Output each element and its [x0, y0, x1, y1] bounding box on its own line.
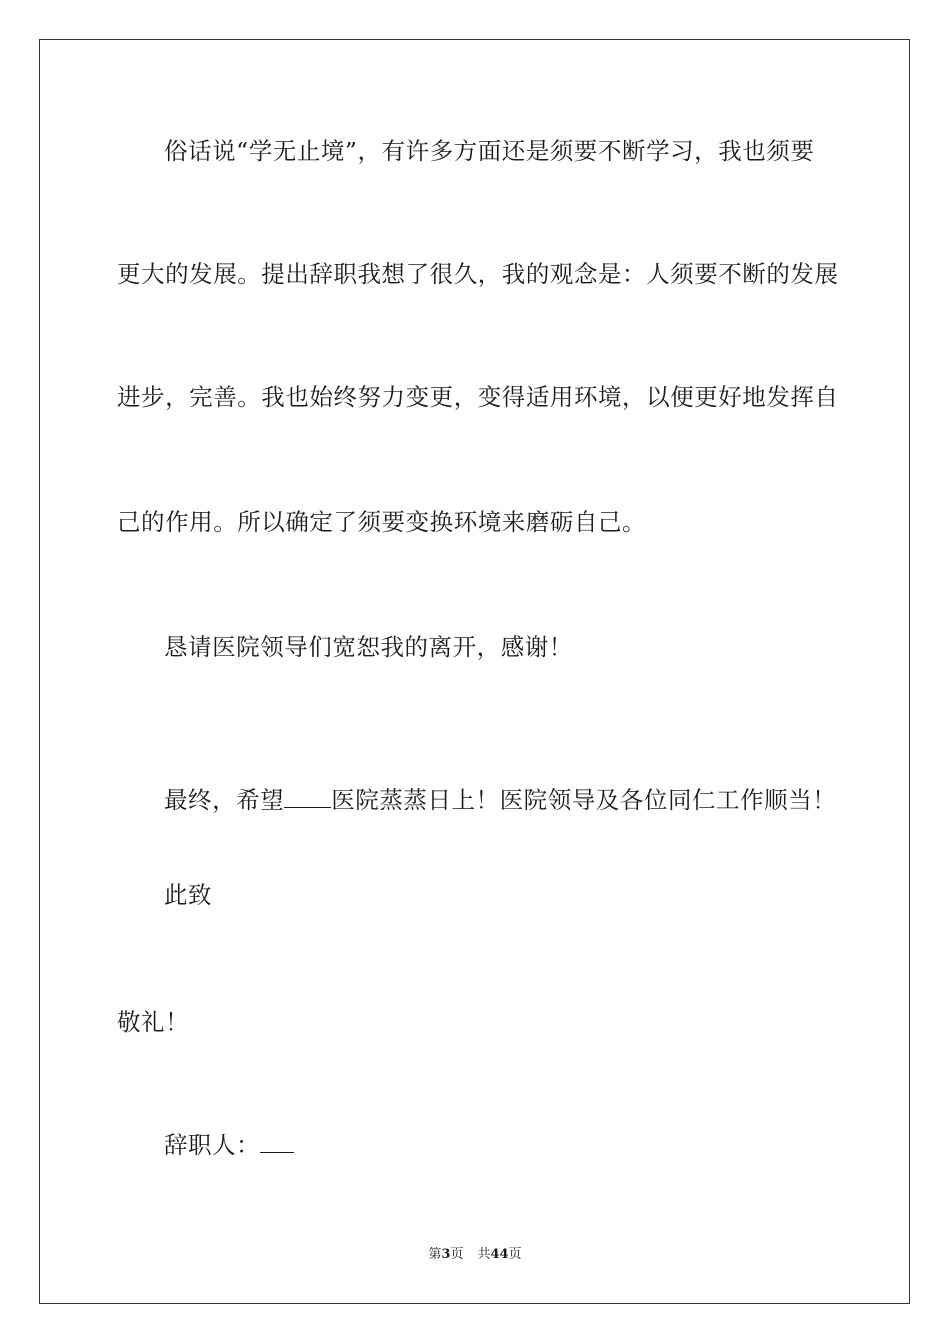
wish-text-after: 医院蒸蒸日上！医院领导及各位同仁工作顺当！ [331, 786, 837, 814]
paragraph-line-2: 更大的发展。提出辞职我想了很久，我的观念是：人须要不断的发展 [117, 260, 839, 288]
apology-paragraph: 恳请医院领导们宽恕我的离开，感谢！ [164, 633, 573, 661]
paragraph-line-3: 进步，完善。我也始终努力变更，变得适用环境，以便更好地发挥自 [117, 383, 839, 411]
total-prefix: 共 [477, 1247, 491, 1262]
page-suffix: 页 [450, 1247, 464, 1262]
wish-text-before: 最终，希望 [164, 786, 285, 814]
total-suffix: 页 [508, 1247, 522, 1262]
closing-salutation: 此致 [164, 881, 213, 909]
total-pages: 44 [490, 1247, 509, 1262]
hospital-name-blank [284, 789, 331, 808]
page-number: 3 [441, 1247, 451, 1262]
signature-label: 辞职人： [164, 1131, 261, 1159]
paragraph-line-4: 己的作用。所以确定了须要变换环境来磨砺自己。 [117, 508, 647, 536]
signature-line [164, 1130, 294, 1160]
closing-regards: 敬礼！ [117, 1008, 190, 1036]
page-prefix: 第 [428, 1247, 442, 1262]
wish-paragraph [164, 785, 836, 815]
page-footer [0, 1246, 950, 1264]
page-border [39, 39, 910, 1304]
signature-blank [260, 1134, 294, 1153]
paragraph-line-1: 俗话说“学无止境”，有许多方面还是须要不断学习，我也须要 [164, 137, 815, 165]
